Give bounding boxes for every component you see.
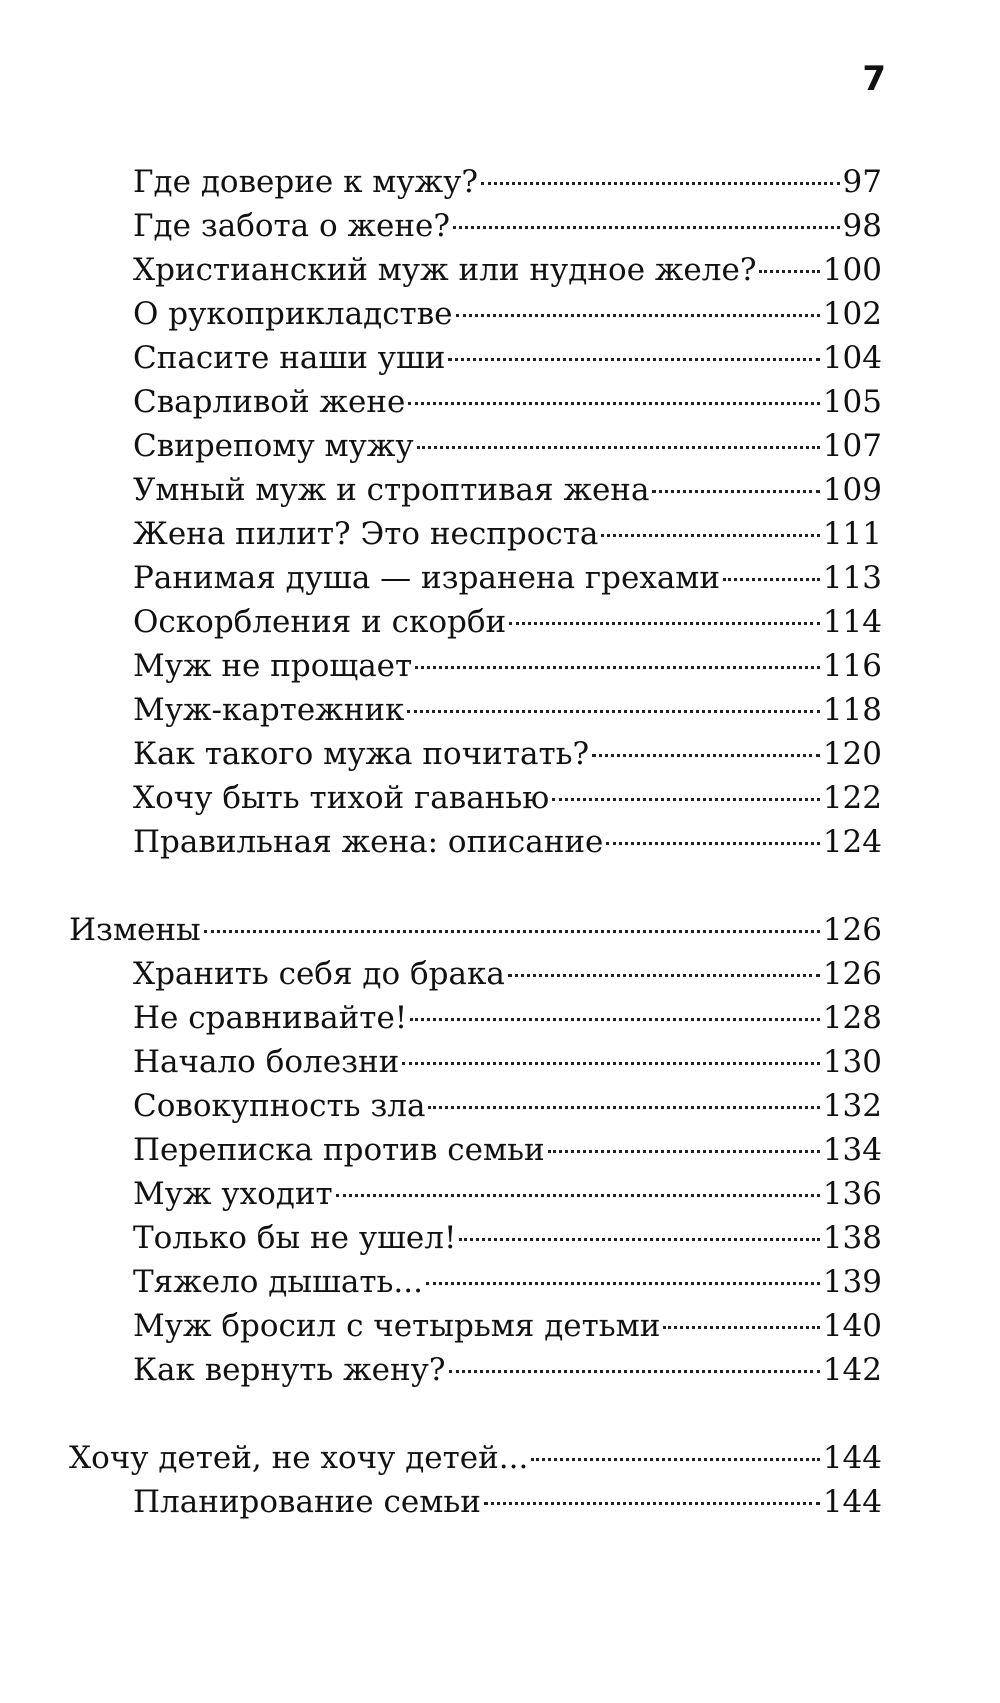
toc-entry (0, 688, 1000, 732)
toc-entry-page: 122 (822, 780, 882, 816)
toc-entry-page: 126 (822, 956, 882, 992)
dot-leader (723, 578, 820, 581)
toc-entry-title: Только бы не ушел! (133, 1220, 457, 1256)
toc-entry-page: 109 (822, 472, 882, 508)
toc-entry-page: 136 (822, 1176, 882, 1212)
toc-entry (0, 820, 1000, 864)
toc-entry (0, 556, 1000, 600)
toc-entry-title: Хочу детей, не хочу детей... (69, 1440, 529, 1476)
dot-leader (453, 226, 840, 229)
dot-leader (481, 182, 840, 185)
dot-leader (592, 754, 820, 757)
toc-entry (0, 424, 1000, 468)
toc-entry-title: Христианский муж или нудное желе? (133, 252, 757, 288)
toc-entry-page: 111 (822, 516, 882, 552)
toc-entry (0, 952, 1000, 996)
toc-entry-page: 134 (822, 1132, 882, 1168)
toc-entry-page: 138 (822, 1220, 882, 1256)
toc-entry (0, 600, 1000, 644)
toc-chapter-entry (0, 1436, 1000, 1480)
toc-entry (0, 1172, 1000, 1216)
toc-entry-title: Ранимая душа — изранена грехами (133, 560, 721, 596)
dot-leader (402, 1062, 820, 1065)
toc-entry-title: Свирепому мужу (133, 428, 414, 464)
toc-entry-page: 132 (822, 1088, 882, 1124)
toc-entry-page: 113 (822, 560, 882, 596)
toc-section (0, 160, 1000, 864)
toc-entry-page: 104 (822, 340, 882, 376)
dot-leader (449, 1370, 820, 1373)
toc-entry-title: Хранить себя до брака (133, 956, 505, 992)
toc-entry-page: 124 (822, 824, 882, 860)
dot-leader (415, 666, 820, 669)
dot-leader (448, 358, 819, 361)
toc-entry-title: Переписка против семьи (133, 1132, 545, 1168)
toc-entry-page: 130 (822, 1044, 882, 1080)
dot-leader (484, 1502, 820, 1505)
dot-leader (606, 842, 819, 845)
toc-entry-title: Как такого мужа почитать? (133, 736, 590, 772)
toc-entry-page: 114 (822, 604, 882, 640)
toc-entry-title: Сварливой жене (133, 384, 406, 420)
toc-entry-page: 102 (822, 296, 882, 332)
toc-entry (0, 732, 1000, 776)
dot-leader (204, 930, 820, 933)
dot-leader (407, 710, 819, 713)
toc-entry (0, 1216, 1000, 1260)
dot-leader (663, 1326, 819, 1329)
toc-entry-page: 105 (822, 384, 882, 420)
toc-entry (0, 1260, 1000, 1304)
toc-entry (0, 512, 1000, 556)
toc-entry-title: Измены (69, 912, 201, 948)
dot-leader (509, 622, 820, 625)
toc-entry (0, 996, 1000, 1040)
toc-entry-page: 98 (842, 208, 882, 244)
toc-entry-title: Жена пилит? Это неспроста (133, 516, 599, 552)
toc-entry-page: 144 (822, 1484, 882, 1520)
toc-entry-page: 144 (822, 1440, 882, 1476)
page-number: 7 (862, 59, 886, 99)
toc-entry (0, 468, 1000, 512)
toc-entry (0, 1084, 1000, 1128)
toc-entry (0, 644, 1000, 688)
toc-entry-title: Умный муж и строптивая жена (133, 472, 650, 508)
toc-chapter-entry (0, 908, 1000, 952)
toc-entry-title: Муж бросил с четырьмя детьми (133, 1308, 661, 1344)
toc-entry (0, 380, 1000, 424)
dot-leader (759, 270, 819, 273)
toc-entry-title: Муж уходит (133, 1176, 333, 1212)
dot-leader (428, 1106, 819, 1109)
toc-entry-page: 116 (822, 648, 882, 684)
dot-leader (548, 1150, 820, 1153)
toc-entry-page: 142 (822, 1352, 882, 1388)
toc-entry (0, 1128, 1000, 1172)
toc-entry-title: Совокупность зла (133, 1088, 426, 1124)
toc-entry (0, 248, 1000, 292)
toc-entry-page: 118 (822, 692, 882, 728)
toc-entry (0, 1348, 1000, 1392)
toc-entry-title: Планирование семьи (133, 1484, 481, 1520)
toc-section (0, 1436, 1000, 1524)
toc-entry (0, 1040, 1000, 1084)
dot-leader (459, 1238, 819, 1241)
toc-entry-title: Хочу быть тихой гаванью (133, 780, 550, 816)
toc-entry-page: 97 (842, 164, 882, 200)
toc-entry-title: Спасите наши уши (133, 340, 446, 376)
toc-entry-page: 100 (822, 252, 882, 288)
toc-entry-title: Где доверие к мужу? (133, 164, 479, 200)
toc-entry (0, 292, 1000, 336)
toc-entry-page: 128 (822, 1000, 882, 1036)
toc-entry-title: Как вернуть жену? (133, 1352, 446, 1388)
dot-leader (426, 1282, 820, 1285)
toc-entry-page: 120 (822, 736, 882, 772)
toc-entry-title: Начало болезни (133, 1044, 400, 1080)
toc-section (0, 908, 1000, 1392)
toc-entry (0, 1304, 1000, 1348)
toc-entry-page: 107 (822, 428, 882, 464)
toc-entry (0, 1480, 1000, 1524)
toc-entry-title: Муж-картежник (133, 692, 405, 728)
dot-leader (552, 798, 820, 801)
dot-leader (601, 534, 819, 537)
toc-entry-title: О рукоприкладстве (133, 296, 453, 332)
dot-leader (410, 1018, 820, 1021)
toc-entry (0, 776, 1000, 820)
dot-leader (417, 446, 820, 449)
toc-entry-page: 139 (822, 1264, 882, 1300)
toc-entry (0, 336, 1000, 380)
dot-leader (531, 1458, 819, 1461)
toc-entry (0, 160, 1000, 204)
dot-leader (336, 1194, 820, 1197)
toc-entry-title: Муж не прощает (133, 648, 413, 684)
toc-entry-title: Где забота о жене? (133, 208, 451, 244)
toc-entry-page: 126 (822, 912, 882, 948)
dot-leader (508, 974, 820, 977)
toc-entry-title: Правильная жена: описание (133, 824, 604, 860)
dot-leader (652, 490, 819, 493)
toc-entry-title: Оскорбления и скорби (133, 604, 507, 640)
dot-leader (408, 402, 819, 405)
toc-entry-title: Не сравнивайте! (133, 1000, 408, 1036)
toc-entry-page: 140 (822, 1308, 882, 1344)
table-of-contents (0, 160, 1000, 1524)
toc-entry (0, 204, 1000, 248)
toc-entry-title: Тяжело дышать... (133, 1264, 423, 1300)
dot-leader (456, 314, 820, 317)
